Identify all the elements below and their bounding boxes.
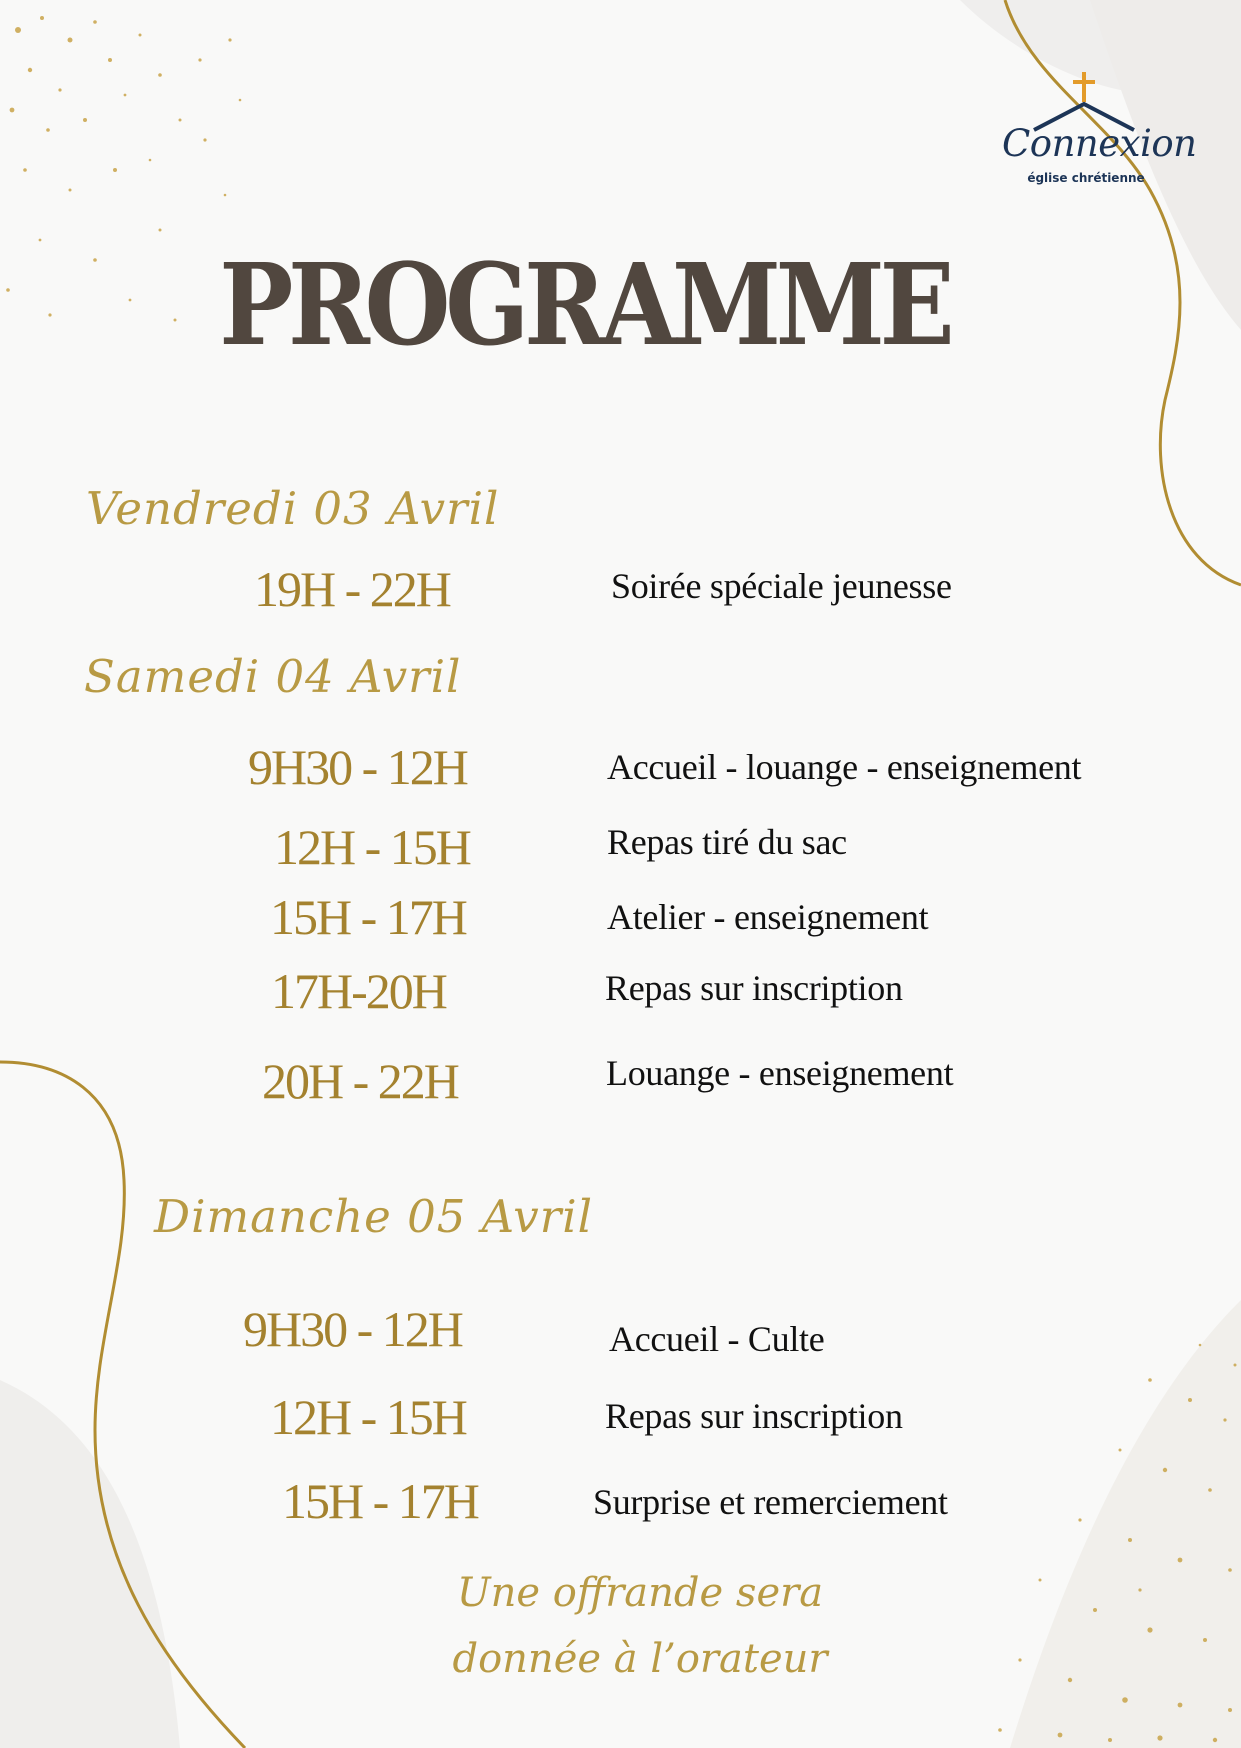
closing-line: Une offrande sera: [456, 1570, 824, 1616]
schedule-time: 9H30 - 12H: [248, 739, 467, 795]
schedule-activity: Repas sur inscription: [605, 968, 903, 1008]
schedule-activity: Soirée spéciale jeunesse: [611, 566, 952, 606]
schedule-activity: Surprise et remerciement: [593, 1482, 948, 1522]
day-heading-saturday: Samedi 04 Avril: [84, 650, 462, 703]
schedule-time: 9H30 - 12H: [243, 1301, 462, 1357]
schedule-time: 15H - 17H: [282, 1473, 478, 1529]
logo-name: Connexion: [1002, 122, 1197, 165]
church-logo: [996, 70, 1197, 200]
logo-subtitle: église chrétienne: [1027, 171, 1145, 185]
schedule-activity: Accueil - Culte: [609, 1319, 825, 1359]
closing-line: donnée à l’orateur: [452, 1636, 828, 1682]
schedule-activity: Repas tiré du sac: [607, 822, 847, 862]
schedule-activity: Accueil - louange - enseignement: [607, 747, 1082, 787]
page-title: PROGRAMME: [219, 240, 950, 371]
schedule-activity: Louange - enseignement: [606, 1053, 954, 1093]
schedule-activity: Repas sur inscription: [605, 1396, 903, 1436]
schedule-time: 20H - 22H: [262, 1053, 458, 1109]
closing-note: [380, 1560, 900, 1692]
schedule-time: 12H - 15H: [274, 819, 470, 875]
schedule-activity: Atelier - enseignement: [607, 897, 929, 937]
schedule-time: 19H - 22H: [254, 561, 450, 617]
schedule-time: 15H - 17H: [270, 889, 466, 945]
day-heading-sunday: Dimanche 05 Avril: [154, 1190, 594, 1243]
schedule-time: 17H-20H: [271, 963, 446, 1019]
schedule-time: 12H - 15H: [270, 1389, 466, 1445]
day-heading-friday: Vendredi 03 Avril: [86, 482, 500, 535]
